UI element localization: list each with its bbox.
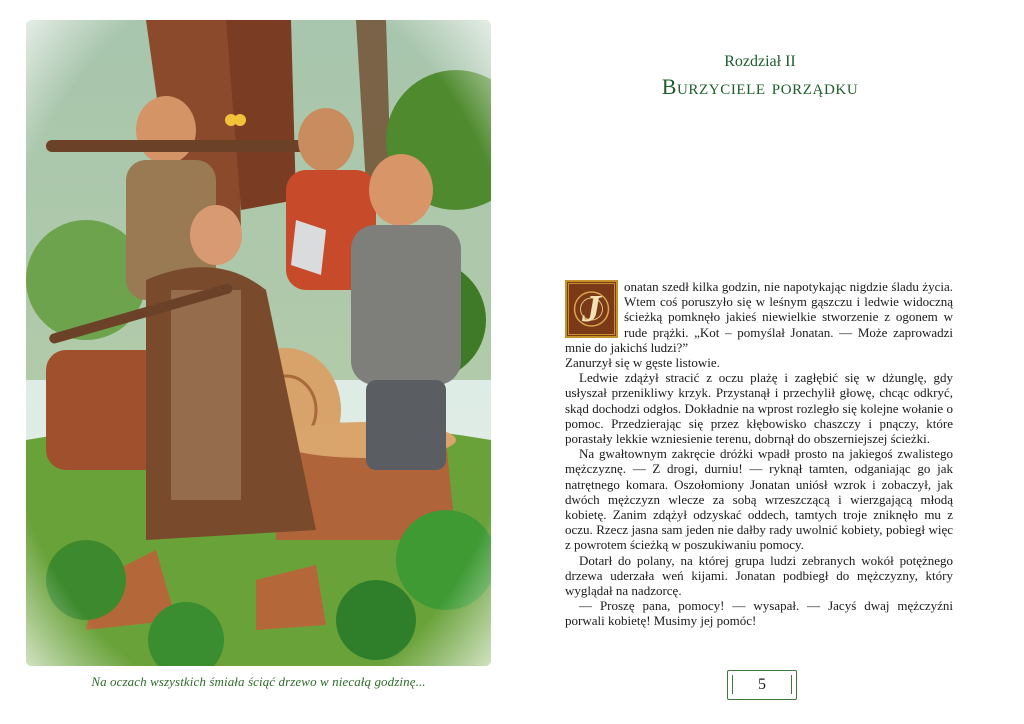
chapter-title: Burzyciele porządku [661, 74, 859, 99]
paragraph: onatan szedł kilka godzin, nie napotykając nigdzie śladu życia. Wtem coś poruszyło się w leśnym gąszczu i ledwie widoczną ścieżką pomknęło jakieś niewielkie stworzenie z ogonem w rude prążki. „Kot – pomyślał Jonatan. — Może zaprowadzi mnie do jakichś ludzi?” [565, 279, 953, 355]
paragraph: Zanurzył się w gęste listowie. [565, 355, 720, 371]
chapter-illustration [26, 20, 491, 666]
paragraph: Dotarł do polany, na której grupa ludzi zebranych wokół potężnego drzewa uderzała weń kijami. Jonatan podbiegł do mężczyzny, który wyglądał na nadzorcę. [565, 552, 953, 599]
illustration-caption: Na oczach wszystkich śmiała ściąć drzewo w niecałą godzinę... [91, 674, 426, 689]
page-number: 5 [727, 670, 797, 700]
chapter-body [565, 279, 953, 629]
illustration-icon [26, 20, 491, 666]
chapter-number: Rozdział II [724, 53, 796, 70]
paragraph: Ledwie zdążył stracić z oczu plażę i zagłębić się w dżunglę, gdy usłyszał przenikliwy krzyk. Przystanął i przechylił głowę, chcąc odkryć, skąd dochodzi odgłos. Dokładnie na wprost rozległo się kolejne wołanie o pomoc. Przedzierając się przez kłębowisko chaszczy i pnączy, które porastały lekkie wzniesienie terenu, dobrnął do obszerniejszej ścieżki. [565, 370, 953, 447]
drop-cap-letter: J [582, 288, 601, 330]
paragraph: Na gwałtownym zakręcie dróżki wpadł prosto na jakiegoś zwalistego mężczyznę. — Z drogi, durniu! — ryknął tamten, odganiając go jak natrętnego komara. Oszołomiony Jonatan uniósł wzrok i zobaczył, jak dwóch mężczyzn wlecze za sobą wrzeszczącą i wierzgającą młodą kobietę. Zanim zdążył odzyskać oddech, tamtych troje zniknęło mu z oczu. Rzecz jasna sam jeden nie dałby rady uwolnić kobiety, pobiegł więc z powrotem ścieżką w poszukiwaniu pomocy. [565, 446, 953, 553]
paragraph: — Proszę pana, pomocy! — wysapał. — Jacyś dwaj mężczyźni porwali kobietę! Musimy jej pomóc! [565, 598, 953, 629]
drop-cap-ornament [565, 280, 618, 338]
